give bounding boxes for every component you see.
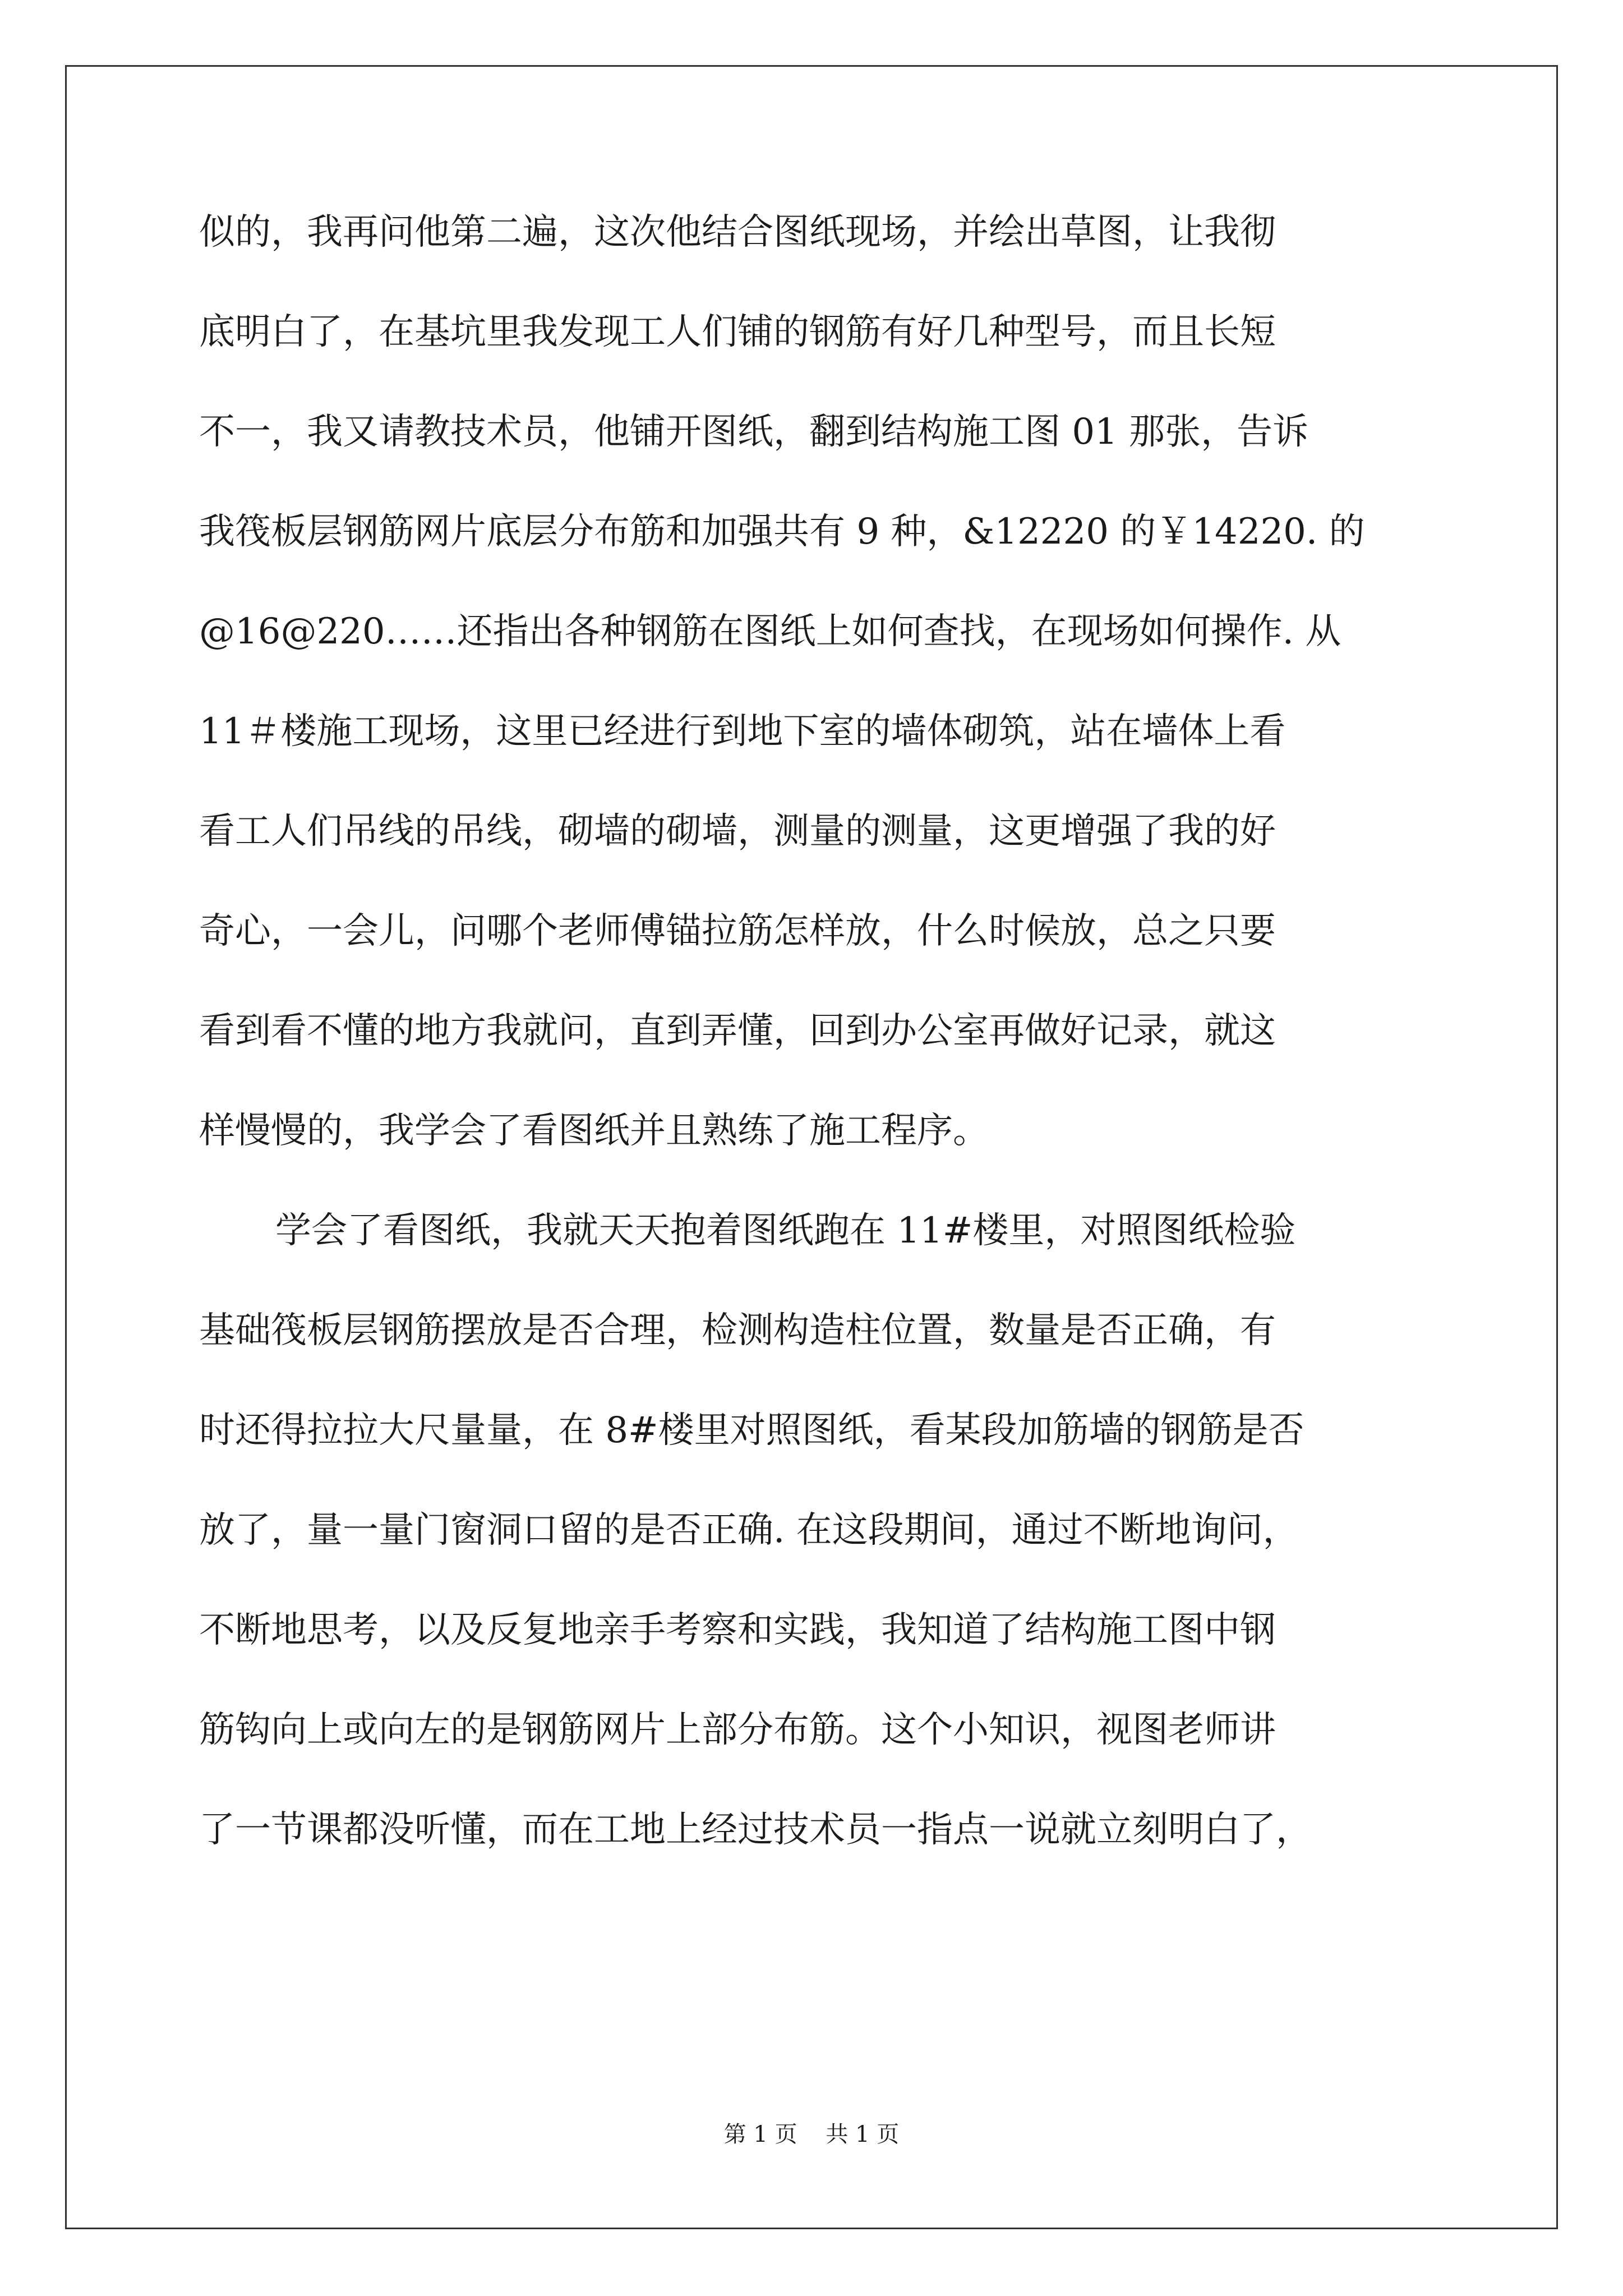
text-line: 时还得拉拉大尺量量，在 8#楼里对照图纸，看某段加筋墙的钢筋是否 <box>199 1410 1304 1451</box>
text-line: 了一节课都没听懂，而在工地上经过技术员一指点一说就立刻明白了， <box>199 1809 1312 1851</box>
text-line: 样慢慢的，我学会了看图纸并且熟练了施工程序。 <box>199 1110 989 1152</box>
text-line: 不一，我又请教技术员，他铺开图纸，翻到结构施工图 01 那张，告诉 <box>199 411 1309 453</box>
page-footer: 第 1 页 共 1 页 <box>723 2122 900 2147</box>
document-body <box>199 210 1427 1908</box>
text-line: 似的，我再问他第二遍，这次他结合图纸现场，并绘出草图，让我彻 <box>199 211 1276 253</box>
text-line: 筋钩向上或向左的是钢筋网片上部分布筋。这个小知识，视图老师讲 <box>199 1709 1276 1751</box>
paragraph-start-line: 学会了看图纸，我就天天抱着图纸跑在 11#楼里，对照图纸检验 <box>275 1210 1296 1251</box>
text-line: 我筏板层钢筋网片底层分布筋和加强共有 9 种，&12220 的￥14220. 的 <box>199 511 1365 553</box>
text-line: 放了，量一量门窗洞口留的是否正确. 在这段期间，通过不断地询问， <box>199 1510 1299 1551</box>
text-line: @16@220……还指出各种钢筋在图纸上如何查找，在现场如何操作. 从 <box>199 611 1341 652</box>
text-line: 看到看不懂的地方我就问，直到弄懂，回到办公室再做好记录，就这 <box>199 1010 1276 1052</box>
text-line: 底明白了，在基坑里我发现工人们铺的钢筋有好几种型号，而且长短 <box>199 311 1276 353</box>
text-line: 11＃楼施工现场，这里已经进行到地下室的墙体砌筑，站在墙体上看 <box>199 711 1286 752</box>
text-line: 不断地思考，以及反复地亲手考察和实践，我知道了结构施工图中钢 <box>199 1609 1276 1651</box>
text-line: 奇心，一会儿，问哪个老师傅锚拉筋怎样放，什么时候放，总之只要 <box>199 910 1276 952</box>
text-line: 基础筏板层钢筋摆放是否合理，检测构造柱位置，数量是否正确，有 <box>199 1310 1276 1351</box>
text-line: 看工人们吊线的吊线，砌墙的砌墙，测量的测量，这更增强了我的好 <box>199 811 1276 852</box>
